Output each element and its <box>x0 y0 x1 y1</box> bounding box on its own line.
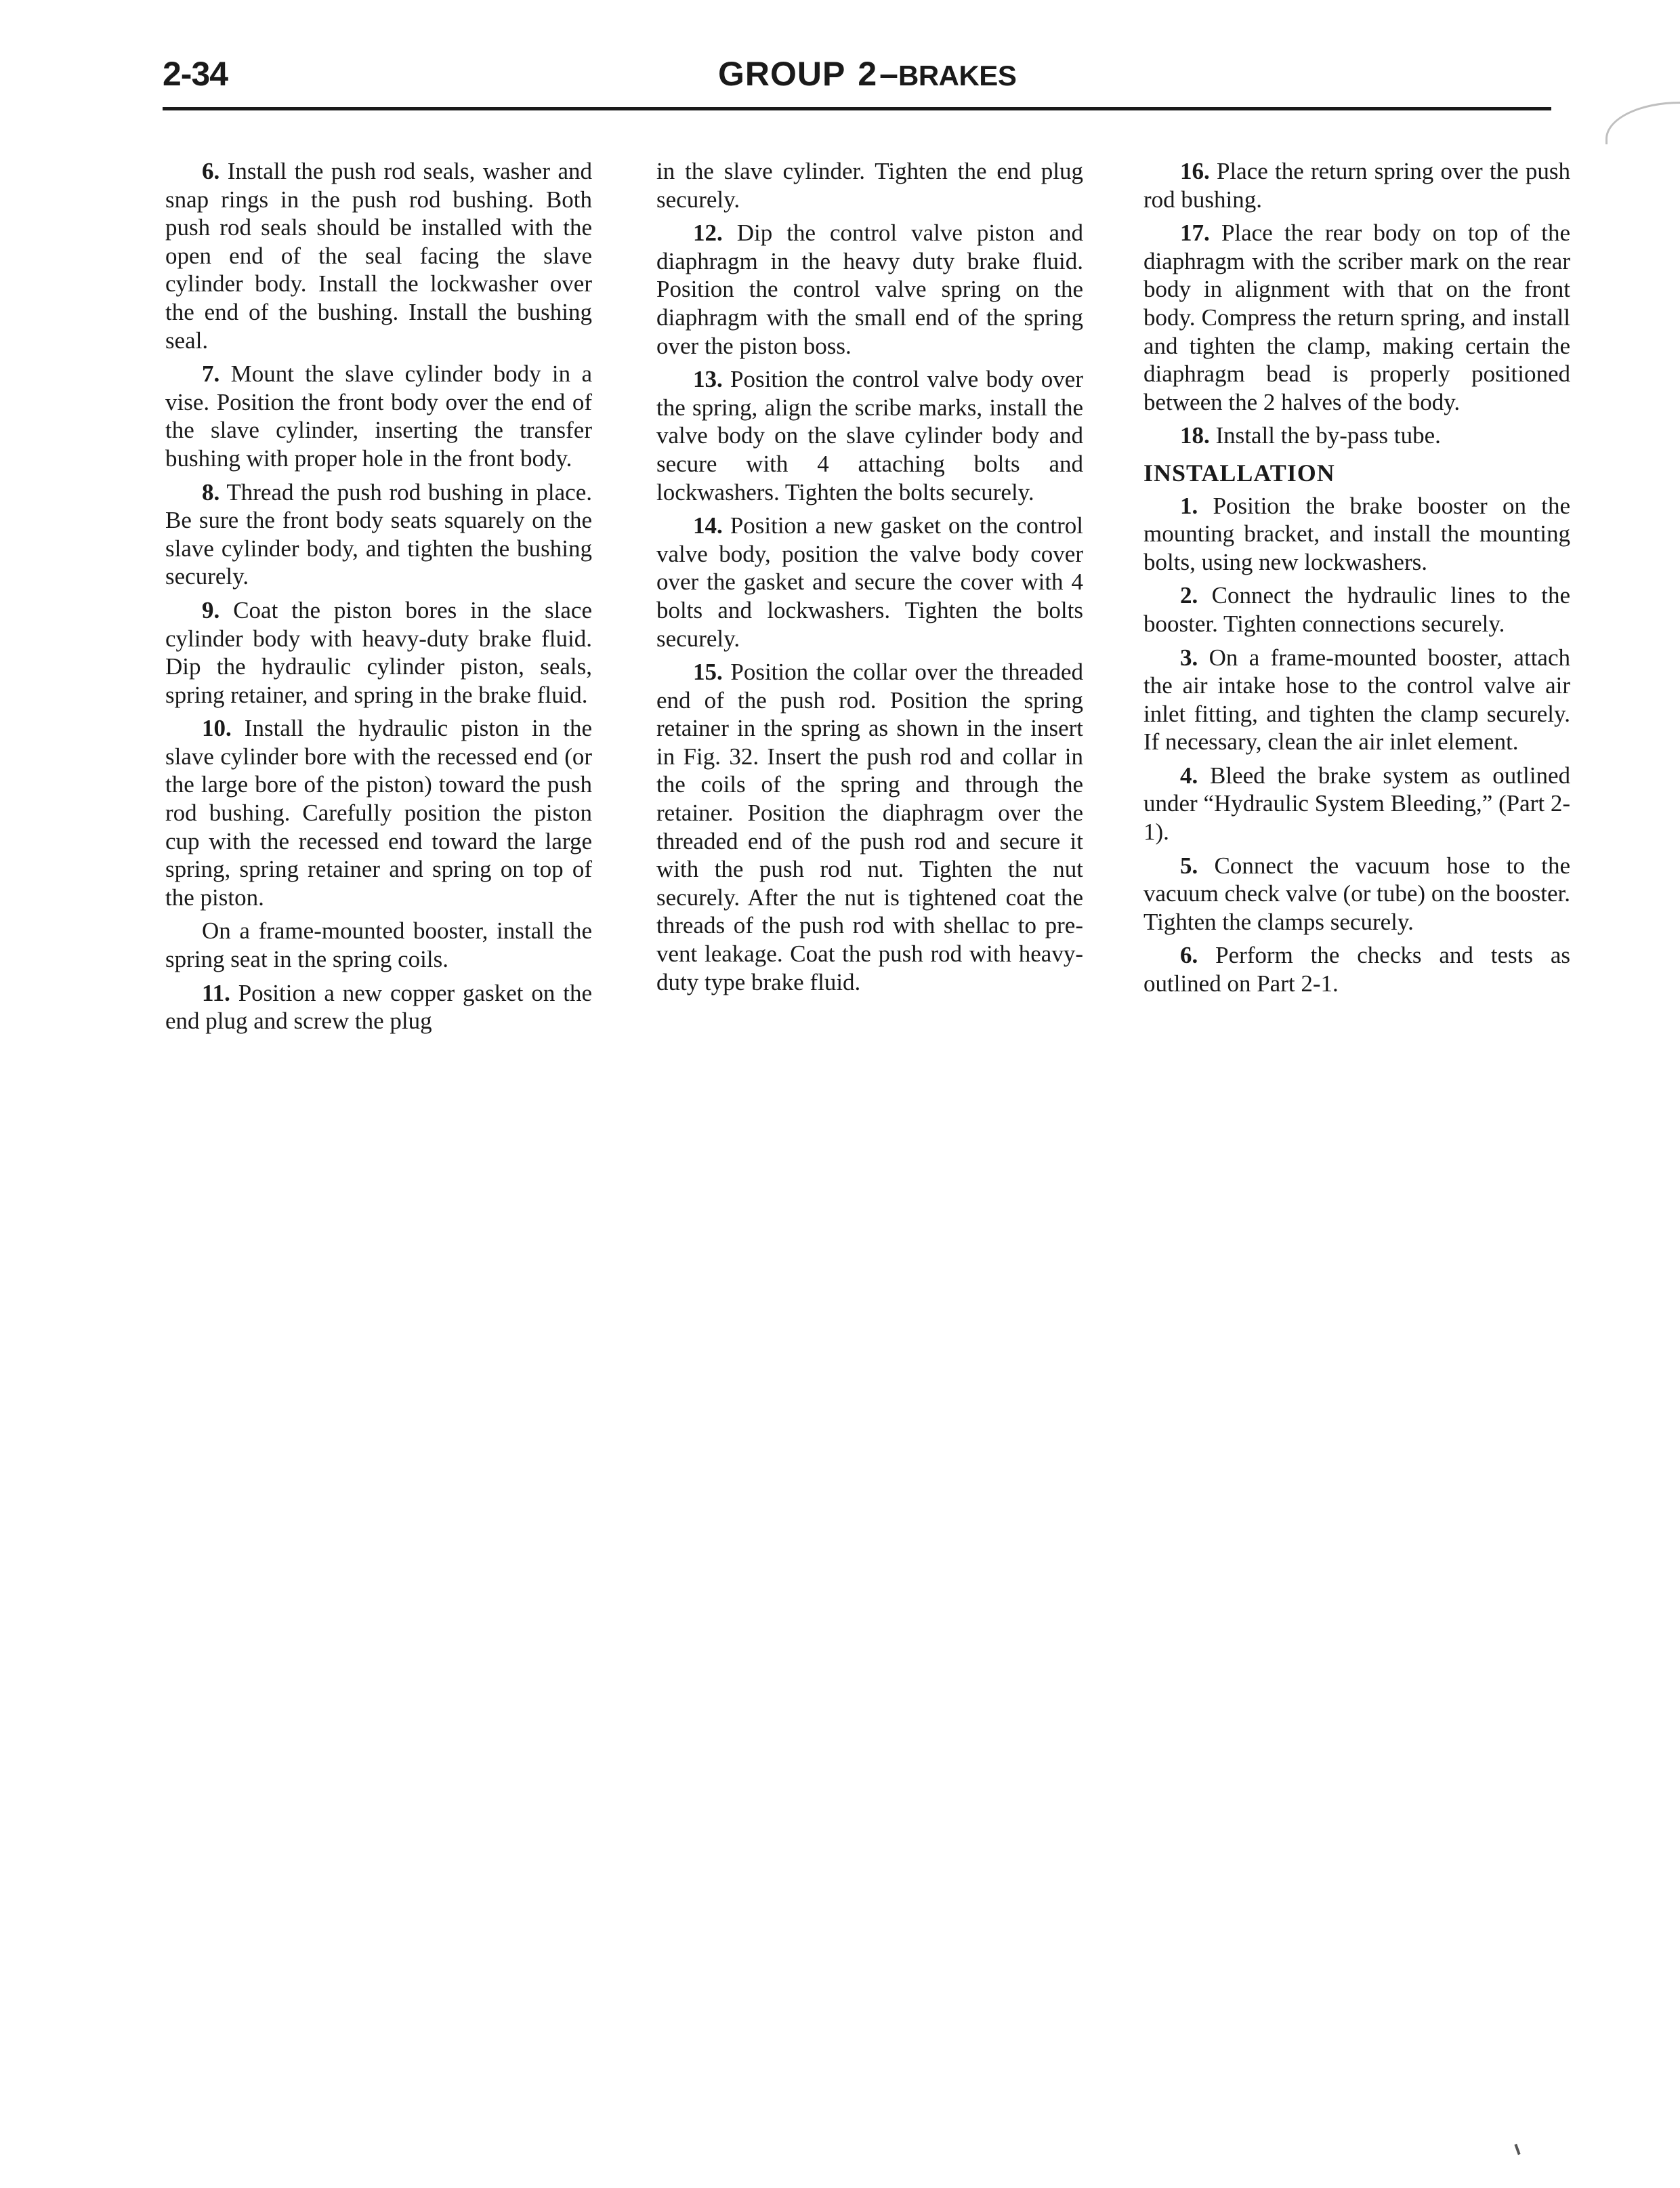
installation-heading: INSTALLATION <box>1143 459 1335 487</box>
paragraph-continuation: in the slave cylinder. Tighten the end plug securely. <box>656 158 1083 213</box>
page-corner-curl <box>1605 102 1680 144</box>
step-number: 7. <box>202 360 220 388</box>
step-text: Install the hydraulic piston in the slave cylinder bore with the recessed end (or the large bore of the piston) toward the push rod bushing. Carefully position the piston cup with the recessed end toward the large spring, spring retainer and spring on top of the piston. <box>165 715 592 911</box>
step-number: 17. <box>1180 220 1210 247</box>
paragraph-install-step-4 <box>1143 762 1570 846</box>
step-text: Coat the piston bores in the slace cylinder body with heavy-duty brake fluid. Dip the hydraulic cylinder piston, seals, spring retainer, and spring in the brake fluid. <box>165 596 592 708</box>
step-text: On a frame-mounted booster, attach the air intake hose to the control valve air inlet fitting, and tighten the clamp securely. If necessary, clean the air inlet element. <box>1143 644 1570 756</box>
paragraph-step-7 <box>165 360 592 472</box>
step-number: 9. <box>202 596 220 623</box>
paragraph-step-16 <box>1143 157 1570 213</box>
paragraph-step-13 <box>656 365 1083 506</box>
paragraph-install-step-5 <box>1143 852 1570 936</box>
paragraph-step-6 <box>165 157 592 354</box>
paragraph-step-9 <box>165 596 592 709</box>
text-column-right <box>1143 157 1570 1004</box>
paragraph-step-10 <box>165 714 592 911</box>
header-rule <box>163 107 1551 110</box>
step-number: 12. <box>693 220 723 247</box>
scan-speck <box>1514 2144 1520 2155</box>
section-title <box>718 54 1016 94</box>
paragraph-install-step-1 <box>1143 492 1570 577</box>
paragraph-step-12 <box>656 219 1083 360</box>
text-column-middle <box>656 157 1083 1002</box>
step-text: Position the collar over the threaded end of the push rod. Position the spring retainer in the spring as shown in the insert in Fig. 32. Insert the push rod and collar in the coils of the spring and through the retainer. Position the diaphragm over the threaded end of the push rod and secure it with the push rod nut. Tighten the nut securely. After the nut is tightened coat the threads of the push rod with shellac to prevent leakage. Coat the push rod with heavy-duty type brake fluid. <box>656 659 1083 995</box>
paragraph-install-step-2 <box>1143 581 1570 638</box>
page-number: 2-34 <box>163 55 228 93</box>
paragraph-step-14 <box>656 512 1083 653</box>
step-number: 8. <box>202 478 220 505</box>
step-text: Position the control valve body over the spring, align the scribe marks, install the valve body on the slave cylinder body and secure with 4 attaching bolts and lockwashers. Tighten the bolts securely. <box>656 366 1083 505</box>
step-number: 13. <box>693 366 723 393</box>
step-text: Position a new copper gasket on the end plug and screw the plug <box>165 979 592 1035</box>
step-number: 16. <box>1180 158 1210 184</box>
paragraph-step-8 <box>165 478 592 591</box>
step-text: Mount the slave cylinder body in a vise. Position the front body over the end of the slave cylinder, inserting the transfer bushing with proper hole in the front body. <box>165 360 592 472</box>
section-dash: – <box>879 55 898 93</box>
step-text: Position a new gasket on the control valve body, position the valve body cover over the gasket and secure the cover with 4 bolts and lockwashers. Tighten the bolts securely. <box>656 512 1083 652</box>
step-text: Install the push rod seals, washer and snap rings in the push rod bushing. Both push rod seals should be installed with the open end of the seal facing the slave cylinder body. Install the lockwasher over the end of the bushing. Install the bushing seal. <box>165 158 592 354</box>
step-text: On a frame-mounted booster, install the spring seat in the spring coils. <box>165 917 592 973</box>
paragraph-note-frame-mounted <box>165 917 592 973</box>
step-number: 15. <box>693 659 723 686</box>
step-number: 3. <box>1180 644 1198 671</box>
section-group-word: GROUP <box>718 55 846 93</box>
section-group-number: 2 <box>858 55 877 93</box>
step-text: Perform the checks and tests as outlined on Part 2-1. <box>1143 942 1570 997</box>
paragraph-install-step-6 <box>1143 941 1570 997</box>
step-text: Thread the push rod bushing in place. Be sure the front body seats squarely on the slave cylinder body, and tighten the bushing securely. <box>165 478 592 590</box>
step-text: Bleed the brake system as outlined under “Hydraulic System Bleeding,” (Part 2-1). <box>1143 762 1570 846</box>
paragraph-step-11 <box>165 979 592 1035</box>
step-text: Connect the vacuum hose to the vacuum check valve (or tube) on the booster. Tighten the clamps securely. <box>1143 852 1570 935</box>
step-number: 10. <box>202 715 232 742</box>
step-text: Place the rear body on top of the diaphragm with the scriber mark on the rear body in alignment with that on the front body. Compress the return spring, and install and tighten the clamp, making certain the diaphragm bead is properly positioned between the 2 halves of the body. <box>1143 220 1570 415</box>
step-number: 11. <box>202 979 230 1006</box>
step-number: 5. <box>1180 852 1198 879</box>
text-column-left <box>165 157 592 1041</box>
step-number: 1. <box>1180 492 1198 519</box>
paragraph-step-15 <box>656 658 1083 996</box>
step-number: 14. <box>693 512 723 539</box>
paragraph-step-17 <box>1143 219 1570 416</box>
page-header <box>163 54 1572 108</box>
step-number: 4. <box>1180 762 1198 789</box>
step-text: Place the return spring over the push rod bushing. <box>1143 158 1570 213</box>
section-group-name: BRAKES <box>898 60 1017 91</box>
step-number: 6. <box>1180 942 1198 969</box>
step-text: Install the by-pass tube. <box>1209 422 1441 449</box>
step-number: 2. <box>1180 582 1198 609</box>
step-number: 18. <box>1180 422 1210 449</box>
step-number: 6. <box>202 158 220 184</box>
step-text: Position the brake booster on the mounting bracket, and install the mounting bolts, using new lockwashers. <box>1143 492 1570 575</box>
paragraph-step-18 <box>1143 421 1570 450</box>
step-text: Dip the control valve piston and diaphragm in the heavy duty brake fluid. Position the control valve spring on the diaphragm with the small end of the spring over the piston boss. <box>656 220 1083 359</box>
paragraph-install-step-3 <box>1143 644 1570 756</box>
step-text: Connect the hydraulic lines to the booster. Tighten connections securely. <box>1143 582 1570 637</box>
